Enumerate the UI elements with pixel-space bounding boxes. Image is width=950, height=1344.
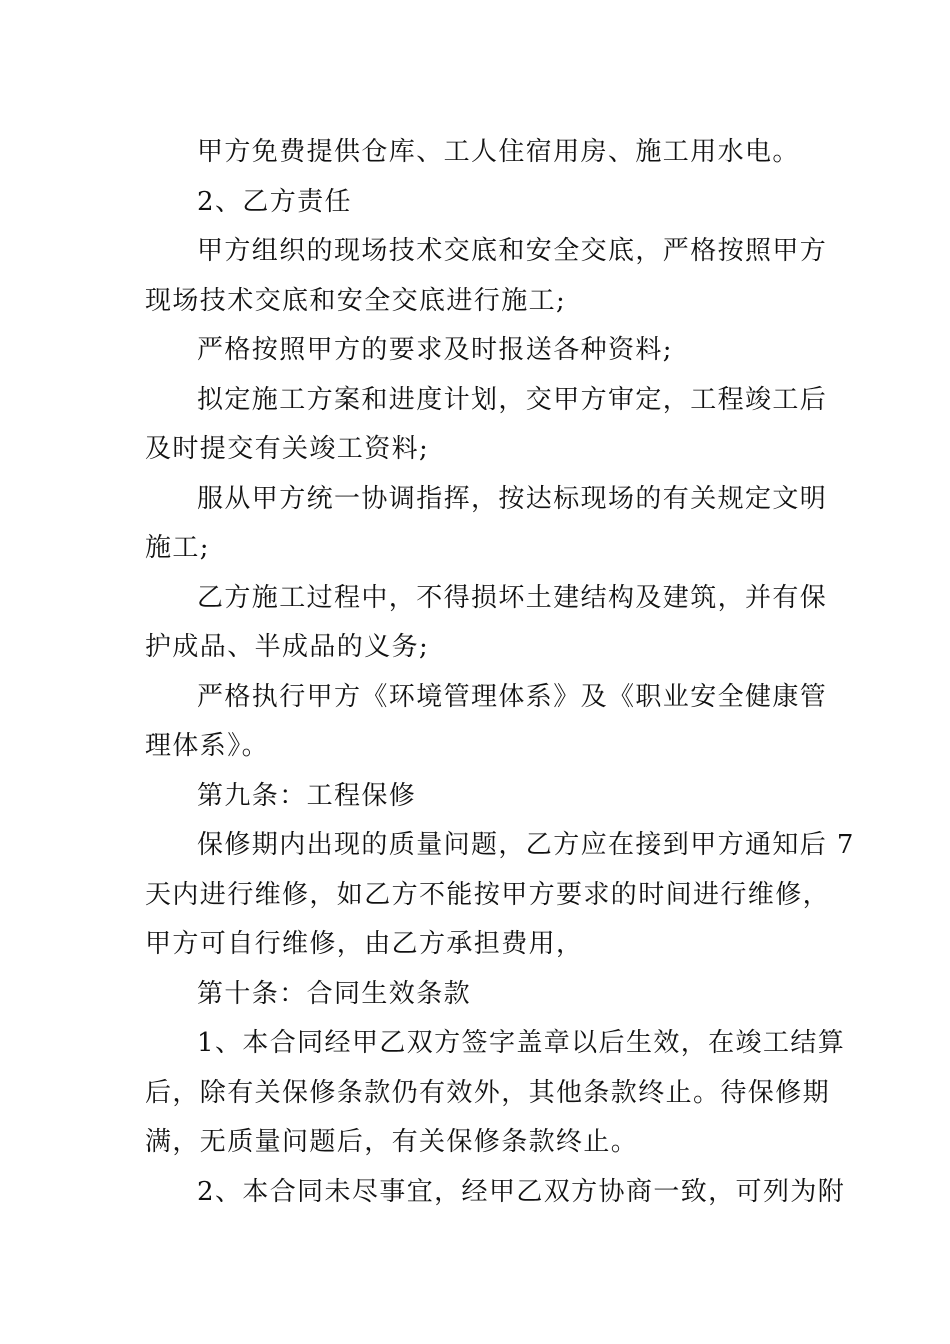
paragraph-line: 天内进行维修，如乙方不能按甲方要求的时间进行维修， <box>145 879 831 910</box>
paragraph-line: 乙方施工过程中，不得损坏土建结构及建筑，并有保 <box>197 582 828 613</box>
paragraph-line: 理体系》。 <box>145 731 270 761</box>
article-heading-line: 第十条：合同生效条款 <box>197 978 472 1009</box>
paragraph-line: 保修期内出现的质量问题，乙方应在接到甲方通知后 7 <box>197 830 855 860</box>
paragraph-line: 严格执行甲方《环境管理体系》及《职业安全健康管 <box>197 681 828 712</box>
paragraph-line: 甲方可自行维修，由乙方承担费用， <box>145 929 584 959</box>
paragraph-line: 及时提交有关竣工资料; <box>145 434 430 464</box>
paragraph-line: 满，无质量问题后，有关保修条款终止。 <box>145 1127 639 1157</box>
paragraph-line: 严格按照甲方的要求及时报送各种资料; <box>197 335 673 365</box>
paragraph-line: 后，除有关保修条款仍有效外，其他条款终止。待保修期 <box>145 1077 831 1108</box>
paragraph-line: 护成品、半成品的义务; <box>145 632 430 662</box>
paragraph-line: 2、本合同未尽事宜，经甲乙双方协商一致，可列为附 <box>197 1176 846 1207</box>
paragraph-line: 甲方免费提供仓库、工人住宿用房、施工用水电。 <box>197 137 800 167</box>
paragraph-line: 现场技术交底和安全交底进行施工; <box>145 285 567 316</box>
paragraph-line: 1、本合同经甲乙双方签字盖章以后生效，在竣工结算 <box>197 1028 846 1058</box>
paragraph-line: 服从甲方统一协调指挥，按达标现场的有关规定文明 <box>197 483 828 514</box>
paragraph-line: 施工; <box>145 533 210 563</box>
paragraph-line: 拟定施工方案和进度计划，交甲方审定，工程竣工后 <box>197 384 828 415</box>
paragraph-line: 甲方组织的现场技术交底和安全交底，严格按照甲方 <box>197 236 828 266</box>
document-body <box>145 128 855 1217</box>
article-heading-line: 第九条：工程保修 <box>197 780 417 811</box>
section-heading-line: 2、乙方责任 <box>197 186 352 217</box>
